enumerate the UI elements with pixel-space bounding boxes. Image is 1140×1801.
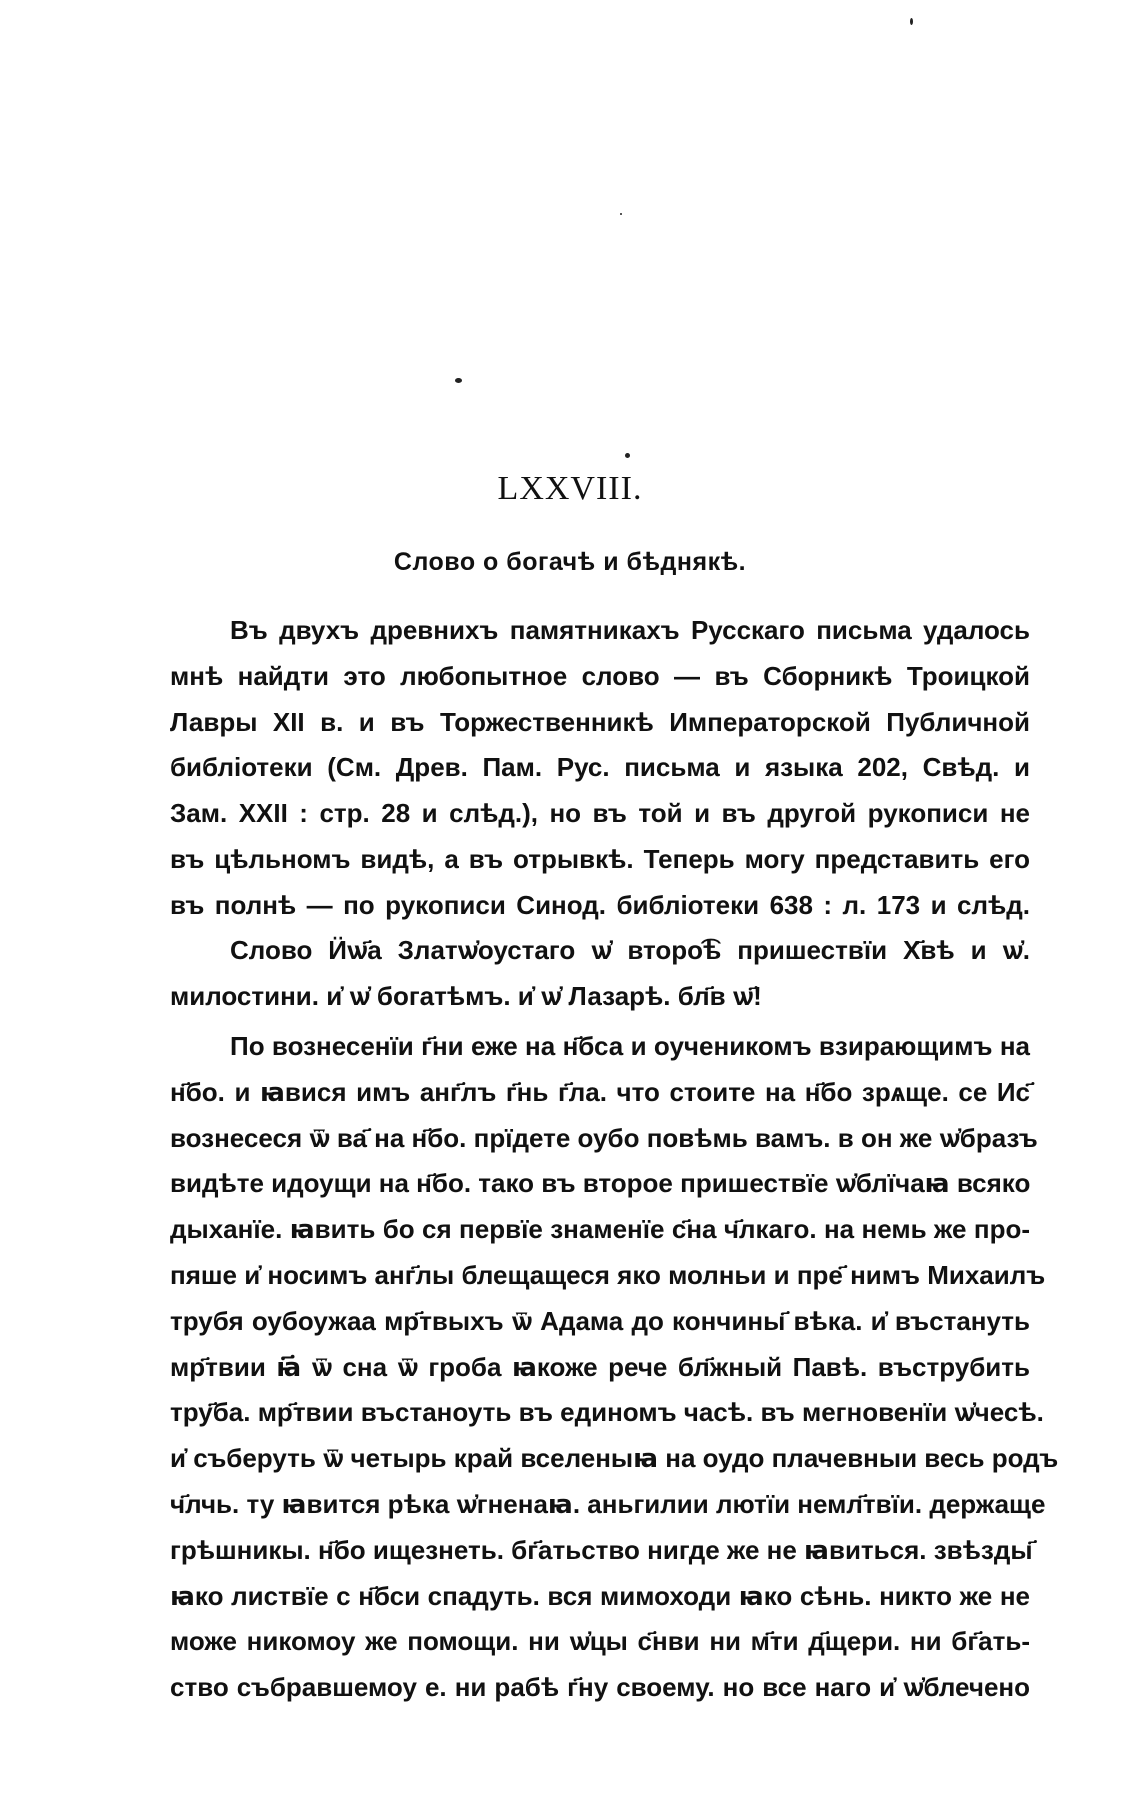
body-line: ч҃лчь. ту ꙗвится рѣка ѡ҆гненаꙗ. аньгилии лютїи немл҃твїи. держаще: [170, 1488, 1046, 1519]
intro-line: въ цѣльномъ видѣ, а въ отрывкѣ. Теперь могу представить его: [170, 843, 1030, 874]
body-line: ꙗко листвїе с н҃бси спадуть. вся мимоходи ꙗко сѣнь. никто же не: [170, 1580, 1030, 1611]
sermon-heading: [170, 928, 1030, 1020]
intro-line: Лавры XII в. и въ Торжественникѣ Императорской Публичной: [170, 706, 1030, 737]
chapter-number: LXXVIII.: [497, 470, 643, 507]
body-line: дыханїе. ꙗвить бо ся первїе знаменїе с҃на ч҃лкаго. на немь же про-: [170, 1214, 1030, 1245]
intro-line: Въ двухъ древнихъ памятникахъ Русскаго письма удалось: [230, 615, 1030, 645]
heading-line: Слово Ӥѡ҃а Златѡ҆оустаго ѡ҆ второ͡ѣ пришествїи Х҃вѣ и ѡ҆.: [230, 935, 1030, 965]
body-line: трубя оубоужаа мр҃твыхъ ѿ Адама до кончины҃ вѣка. и҆ въстануть: [170, 1305, 1030, 1336]
body-line: може никомоу же помощи. ни ѡ҆цы с҃нви ни м҃ти д҃щери. ни бг҃ать-: [170, 1626, 1030, 1657]
body-line: мр҃твии ꙗ҃ ѿ сна ѿ гроба ꙗкоже рече бл҃жный Павѣ. въструбить: [170, 1351, 1030, 1382]
page-speck: [910, 18, 913, 25]
page-speck: [625, 453, 630, 458]
body-line: По вознесенїи г҃ни еже на н҃бса и оученикомъ взирающимъ на: [230, 1031, 1030, 1061]
body-line: тру҃ба. мр҃твии въстаноуть въ единомъ часѣ. въ мегновенїи ѡ҆чесѣ.: [170, 1397, 1044, 1428]
body-line: грѣшникы. н҃бо ищезнеть. бг҃атьство нигде же не ꙗвиться. звѣзды҃: [170, 1534, 1033, 1565]
body-line: видѣте идоущи на н҃бо. тако въ второе пришествїе ѡ҆блїчаꙗ всяко: [170, 1168, 1031, 1199]
intro-paragraph: [170, 608, 1030, 929]
body-line: и҆ съберуть ѿ четырь край вселеныꙗ на оудо плачевныи весь родъ: [170, 1443, 1059, 1474]
intro-line: въ полнѣ — по рукописи Синод. библіотеки 638 : л. 173 и слѣд.: [170, 889, 1030, 920]
intro-line: библіотеки (См. Древ. Пам. Рус. письма и языка 202, Свѣд. и: [170, 752, 1030, 783]
body-line: пяше и҆ носимъ анг҃лы блещащеся яко молньи и пре҃ нимъ Михаилъ: [170, 1259, 1046, 1290]
sermon-body: [170, 1024, 1059, 1711]
body-line: н҃бо. и ꙗвися имъ анг҃лъ г҃нь г҃ла. что стоите на н҃бо зрѧще. се Ис҃: [170, 1076, 1030, 1107]
body-line: вознесеся ѿ ва҃ на н҃бо. прїдете оубо повѣмь вамъ. в он же ѡ҆бразъ: [170, 1122, 1038, 1153]
heading-line: милостини. и҆ ѡ҆ богатѣмъ. и҆ ѡ҆ Лазарѣ. бл҃в ѡ҃!: [170, 980, 762, 1011]
intro-line: мнѣ найдти это любопытное слово — въ Сборникѣ Троицкой: [170, 660, 1030, 691]
page-speck: [620, 213, 622, 215]
intro-line: Зам. XXII : стр. 28 и слѣд.), но въ той и въ другой рукописи не: [170, 798, 1030, 829]
body-line: ство събравшемоу е. ни рабѣ г҃ну своему. но все наго и҆ ѡ҆блечено: [170, 1672, 1030, 1703]
page-speck: [455, 378, 462, 383]
chapter-title: Слово о богачѣ и бѣднякѣ.: [393, 548, 747, 576]
